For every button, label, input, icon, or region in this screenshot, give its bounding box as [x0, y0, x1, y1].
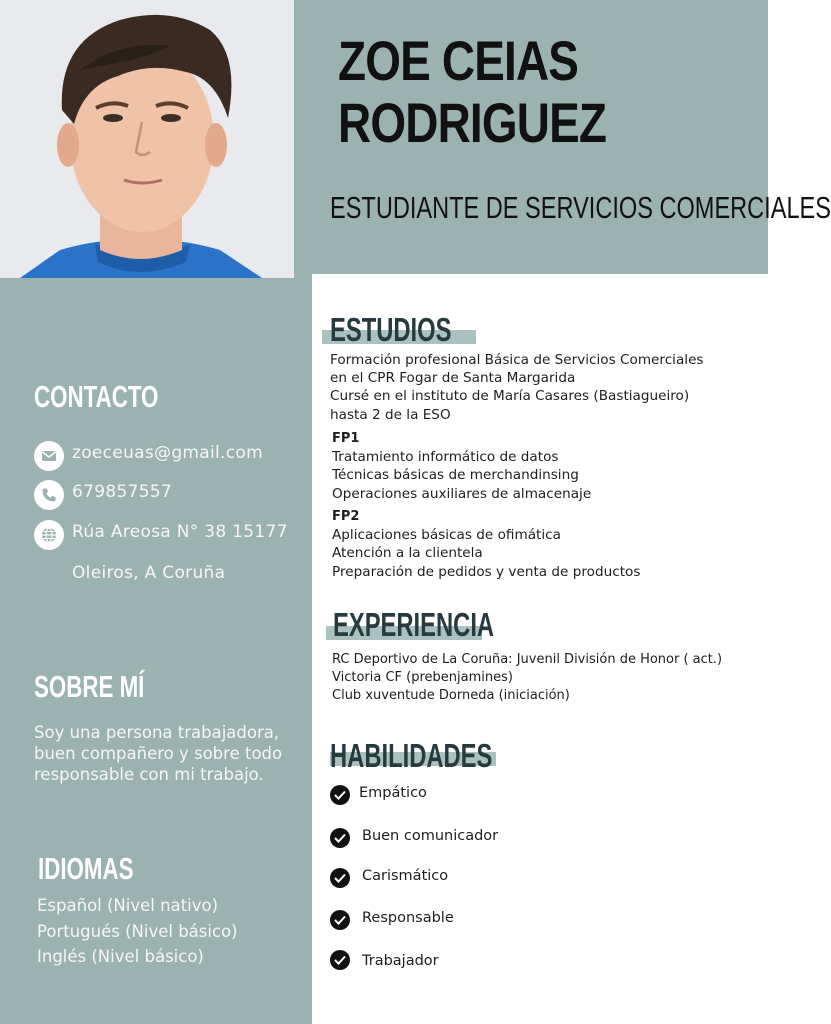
languages-heading: IDIOMAS	[38, 851, 134, 886]
fp1-item: Operaciones auxiliares de almacenaje	[332, 485, 592, 502]
contact-address-line-1: Rúa Areosa N° 38 15177	[72, 522, 288, 542]
email-icon	[34, 441, 64, 471]
experience-item: Club xuventude Dorneda (iniciación)	[332, 688, 570, 704]
languages-list	[37, 893, 238, 970]
contact-email-row	[34, 441, 304, 471]
check-icon	[330, 828, 350, 848]
contact-address-row	[34, 520, 304, 550]
job-title: ESTUDIANTE DE SERVICIOS COMERCIALES	[330, 190, 831, 225]
studies-line: hasta 2 de la ESO	[330, 406, 451, 423]
check-icon	[330, 868, 350, 888]
fp1-item: Tratamiento informático de datos	[332, 449, 559, 466]
skill-label: Responsable	[362, 910, 454, 926]
about-text	[34, 722, 282, 785]
fp2-title: FP2	[332, 509, 360, 524]
skills-heading: HABILIDADES	[330, 737, 493, 774]
check-icon	[330, 950, 350, 970]
language-item: Español (Nivel nativo)	[37, 896, 219, 915]
studies-heading: ESTUDIOS	[330, 311, 452, 348]
contact-phone-row	[34, 480, 304, 510]
skill-label: Trabajador	[362, 953, 439, 969]
fp2-block	[332, 508, 640, 581]
skill-label: Empático	[359, 785, 427, 801]
contact-heading: CONTACTO	[34, 379, 159, 414]
about-line: buen compañero y sobre todo	[34, 744, 283, 763]
profile-photo	[0, 0, 294, 278]
contact-email[interactable]: zoeceuas@gmail.com	[72, 443, 263, 463]
phone-icon	[34, 480, 64, 510]
contact-address-line-2: Oleiros, A Coruña	[72, 563, 226, 583]
experience-item: Victoria CF (prebenjamines)	[332, 670, 513, 686]
studies-line: en el CPR Fogar de Santa Margarida	[330, 370, 576, 387]
experience-item: RC Deportivo de La Coruña: Juvenil División de Honor ( act.)	[332, 652, 723, 667]
experience-list	[332, 651, 722, 706]
name-line-2: RODRIGUEZ	[338, 91, 607, 154]
fp2-item: Aplicaciones básicas de ofimática	[332, 527, 561, 544]
full-name	[338, 30, 682, 154]
studies-description	[330, 351, 704, 424]
studies-line: Cursé en el instituto de María Casares (Bastiagueiro)	[330, 388, 690, 405]
skill-label: Carismático	[362, 868, 449, 884]
check-icon	[330, 785, 350, 805]
about-line: Soy una persona trabajadora,	[34, 723, 280, 742]
skill-label: Buen comunicador	[362, 828, 499, 844]
language-item: Inglés (Nivel básico)	[37, 947, 204, 966]
studies-line: Formación profesional Básica de Servicios Comerciales	[330, 352, 704, 368]
fp1-title: FP1	[332, 431, 360, 446]
check-icon	[330, 910, 350, 930]
fp1-block	[332, 430, 591, 503]
name-line-1: ZOE CEIAS	[338, 29, 579, 92]
about-heading: SOBRE MÍ	[34, 669, 145, 704]
fp2-item: Atención a la clientela	[332, 545, 483, 562]
fp2-item: Preparación de pedidos y venta de productos	[332, 563, 641, 580]
experience-heading: EXPERIENCIA	[333, 606, 495, 643]
globe-icon	[34, 520, 64, 550]
fp1-item: Técnicas básicas de merchandinsing	[332, 467, 579, 484]
about-line: responsable con mi trabajo.	[34, 765, 264, 784]
language-item: Portugués (Nivel básico)	[37, 921, 238, 941]
contact-phone[interactable]: 679857557	[72, 482, 173, 502]
